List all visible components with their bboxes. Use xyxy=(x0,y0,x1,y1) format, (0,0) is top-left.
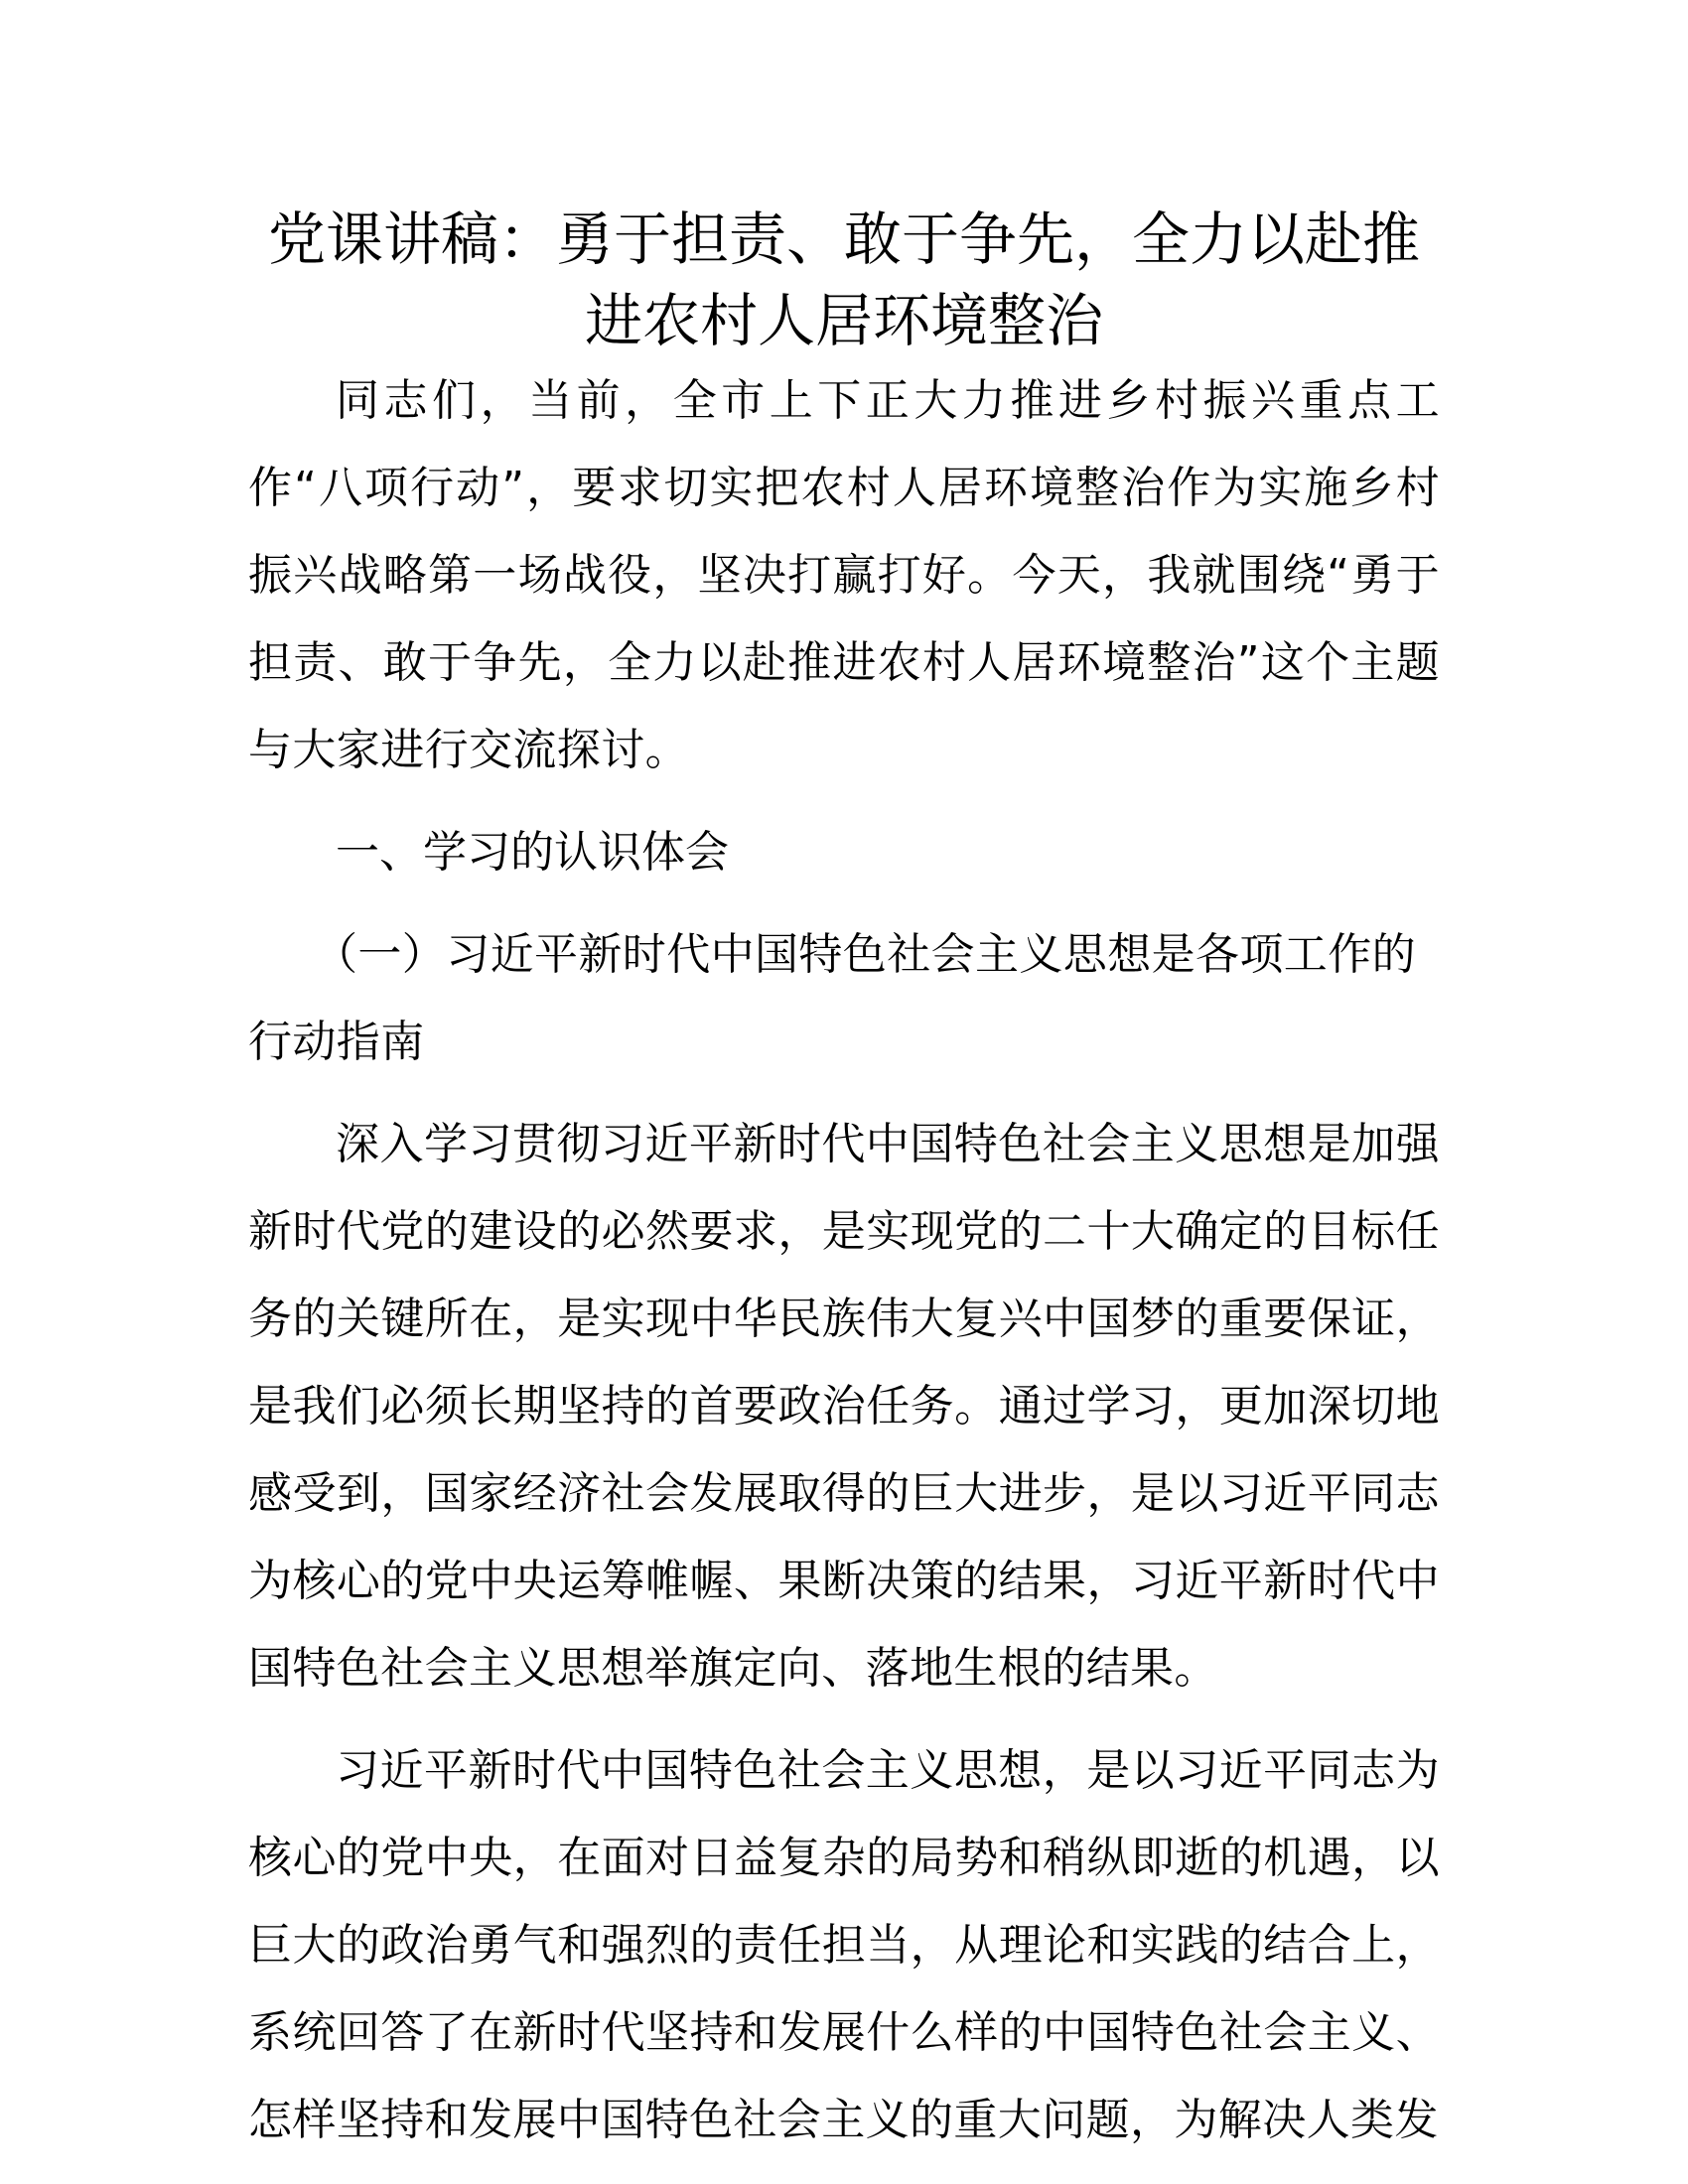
body-paragraph-2: 习近平新时代中国特色社会主义思想，是以习近平同志为核心的党中央，在面对日益复杂的局势和稍纵即逝的机遇，以巨大的政治勇气和强烈的责任担当，从理论和实践的结合上，系统回答了在新时代坚持和发展什么样的中国特色社会主义、怎样坚持和发展中国特色社会主义的重大问题，为解决人类发 xyxy=(248,1745,1440,2145)
intro-paragraph: 同志们，当前，全市上下正大力推进乡村振兴重点工作“八项行动”，要求切实把农村人居环境整治作为实施乡村振兴战略第一场战役，坚决打赢打好。今天，我就围绕“勇于担责、敢于争先，全力以赴推进农村人居环境整治”这个主题与大家进行交流探讨。 xyxy=(248,375,1440,775)
document-body xyxy=(248,357,1440,2179)
document-title: 党课讲稿：勇于担责、敢于争先，全力以赴推进农村人居环境整治 xyxy=(267,205,1420,354)
section-heading-learning-insights: 一、学习的认识体会 xyxy=(336,827,729,878)
subsection-heading-guiding-thought: （一）习近平新时代中国特色社会主义思想是各项工作的行动指南 xyxy=(248,929,1416,1067)
body-paragraph-1: 深入学习贯彻习近平新时代中国特色社会主义思想是加强新时代党的建设的必然要求，是实现党的二十大确定的目标任务的关键所在，是实现中华民族伟大复兴中国梦的重要保证，是我们必须长期坚持的首要政治任务。通过学习，更加深切地感受到，国家经济社会发展取得的巨大进步，是以习近平同志为核心的党中央运筹帷幄、果断决策的结果，习近平新时代中国特色社会主义思想举旗定向、落地生根的结果。 xyxy=(248,1119,1440,1694)
